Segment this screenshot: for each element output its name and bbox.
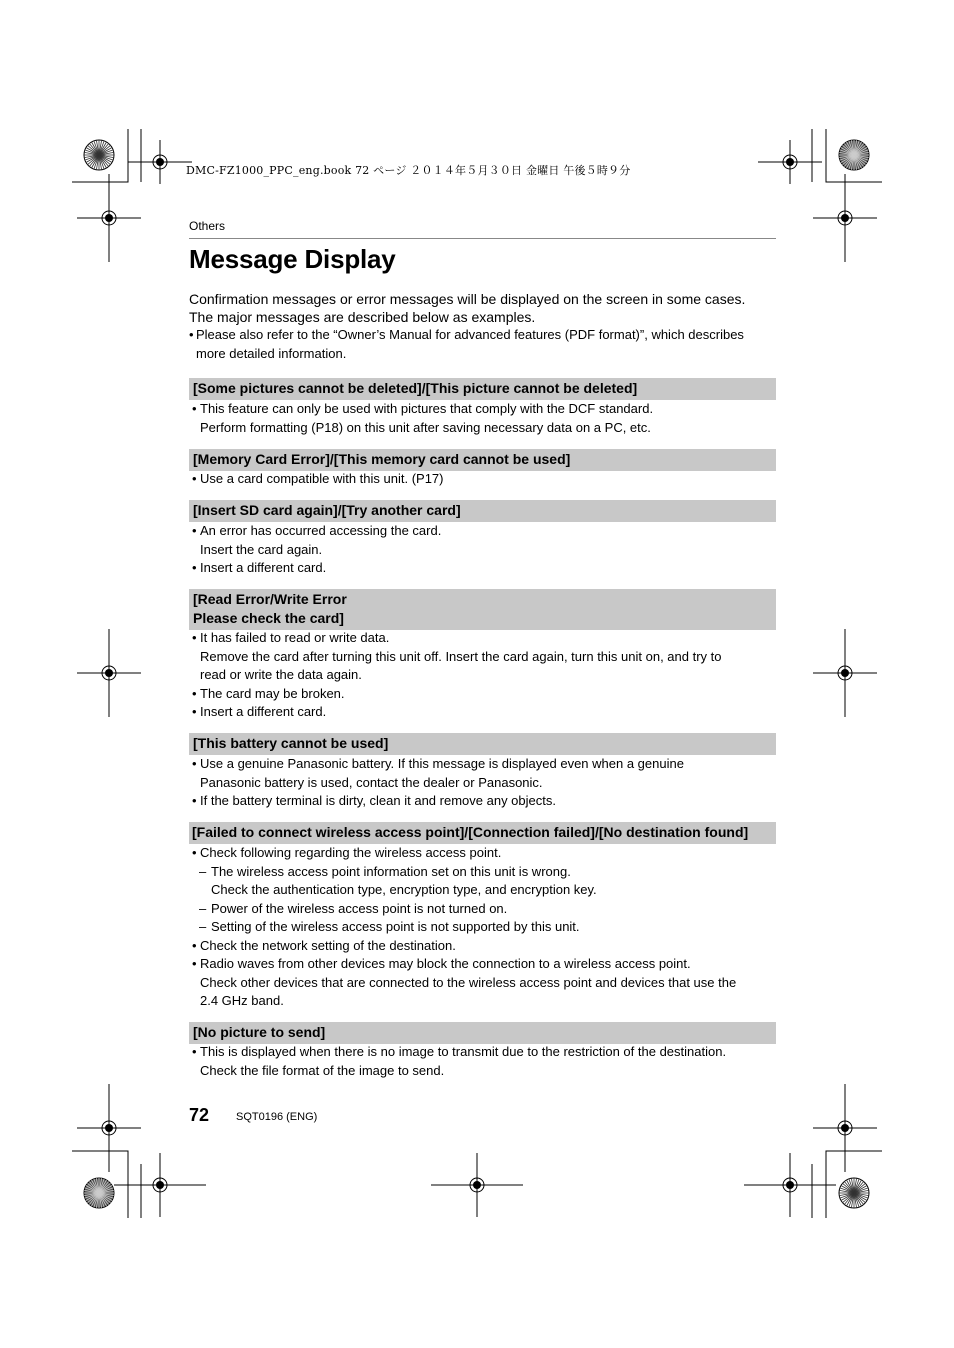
registration-dot [841, 1124, 849, 1132]
list-item-cont: Check the file format of the image to send. [200, 1062, 445, 1078]
list-subitem: – Power of the wireless access point is not turned on. [192, 900, 792, 919]
list-item: • The card may be broken. [192, 685, 792, 704]
list-item: • Radio waves from other devices may block the connection to a wireless access point. [192, 955, 792, 974]
list-item: • Insert a different card. [192, 703, 792, 722]
intro-note-text: Please also refer to the “Owner’s Manual for advanced features (PDF format)”, which describes [196, 327, 744, 342]
list-item-cont: 2.4 GHz band. [200, 993, 284, 1008]
header-rule [189, 238, 776, 239]
section-heading: [Memory Card Error]/[This memory card cannot be used] [189, 449, 776, 471]
registration-dot [156, 158, 164, 166]
list-subitem: – The wireless access point information set on this unit is wrong. [192, 863, 792, 882]
list-subitem-cont: Check the authentication type, encryption type, and encryption key. [211, 882, 597, 897]
section-body [192, 1043, 792, 1080]
list-item-cont: Remove the card after turning this unit off. Insert the card again, turn this unit on, and try to [200, 648, 722, 664]
registration-dot [105, 669, 113, 677]
section-heading-line: Please check the card] [193, 610, 344, 626]
registration-dot [105, 214, 113, 222]
color-wheel-icon [839, 1178, 869, 1208]
registration-dot [473, 1181, 481, 1189]
list-item: • Check following regarding the wireless access point. [192, 844, 792, 863]
list-item-cont: Check other devices that are connected to the wireless access point and devices that use the [200, 974, 737, 990]
list-item: • An error has occurred accessing the card. [192, 522, 792, 541]
list-item: • This feature can only be used with pictures that comply with the DCF standard. [192, 400, 792, 419]
registration-dot [786, 1181, 794, 1189]
section-body [192, 629, 792, 722]
list-item: • If the battery terminal is dirty, clean it and remove any objects. [192, 792, 792, 811]
page-title: Message Display [189, 244, 396, 274]
doc-code: SQT0196 (ENG) [236, 1111, 318, 1123]
section-label: Others [189, 219, 226, 233]
section-body [192, 470, 792, 489]
list-item-cont: Perform formatting (P18) on this unit after saving necessary data on a PC, etc. [200, 419, 651, 435]
section-heading: [Failed to connect wireless access point]/[Connection failed]/[No destination found] [189, 822, 776, 844]
list-subitem: – Setting of the wireless access point is not supported by this unit. [192, 918, 792, 937]
intro-line: The major messages are described below as examples. [189, 309, 536, 325]
registration-dot [841, 214, 849, 222]
page-number: 72 [189, 1105, 210, 1125]
color-wheel-icon [839, 140, 869, 170]
intro-note [189, 326, 789, 363]
list-item: • It has failed to read or write data. [192, 629, 792, 648]
section-heading: [Insert SD card again]/[Try another card] [189, 500, 776, 522]
section-body [192, 400, 792, 437]
section-heading: [This battery cannot be used] [189, 733, 776, 755]
list-item: • Use a card compatible with this unit. (P17) [192, 470, 792, 489]
color-wheel-icon [84, 1178, 114, 1208]
file-header: DMC-FZ1000_PPC_eng.book 72 ページ ２０１４年５月３０日 金曜日 午後５時９分 [186, 164, 631, 177]
list-item: • Use a genuine Panasonic battery. If this message is displayed even when a genuine [192, 755, 792, 774]
registration-dot [156, 1181, 164, 1189]
list-item-cont: Insert the card again. [200, 541, 323, 557]
list-item-cont: Panasonic battery is used, contact the dealer or Panasonic. [200, 774, 543, 790]
color-wheel-icon [84, 140, 114, 170]
section-heading-line: [Read Error/Write Error [193, 591, 347, 607]
section-body [192, 755, 792, 811]
registration-dot [105, 1124, 113, 1132]
intro-line: Confirmation messages or error messages will be displayed on the screen in some cases. [189, 291, 746, 307]
list-item: • Check the network setting of the destination. [192, 937, 792, 956]
section-heading: [No picture to send] [189, 1022, 776, 1044]
section-body [192, 522, 792, 578]
section-body [192, 844, 792, 1011]
intro [189, 290, 789, 363]
list-item: • Insert a different card. [192, 559, 792, 578]
list-item-cont: read or write the data again. [200, 667, 362, 682]
registration-dot [786, 158, 794, 166]
section-heading [189, 589, 776, 630]
list-item: • This is displayed when there is no image to transmit due to the restriction of the destination. [192, 1043, 792, 1062]
intro-note-text: more detailed information. [196, 345, 347, 361]
section-heading: [Some pictures cannot be deleted]/[This picture cannot be deleted] [189, 378, 776, 400]
registration-dot [841, 669, 849, 677]
